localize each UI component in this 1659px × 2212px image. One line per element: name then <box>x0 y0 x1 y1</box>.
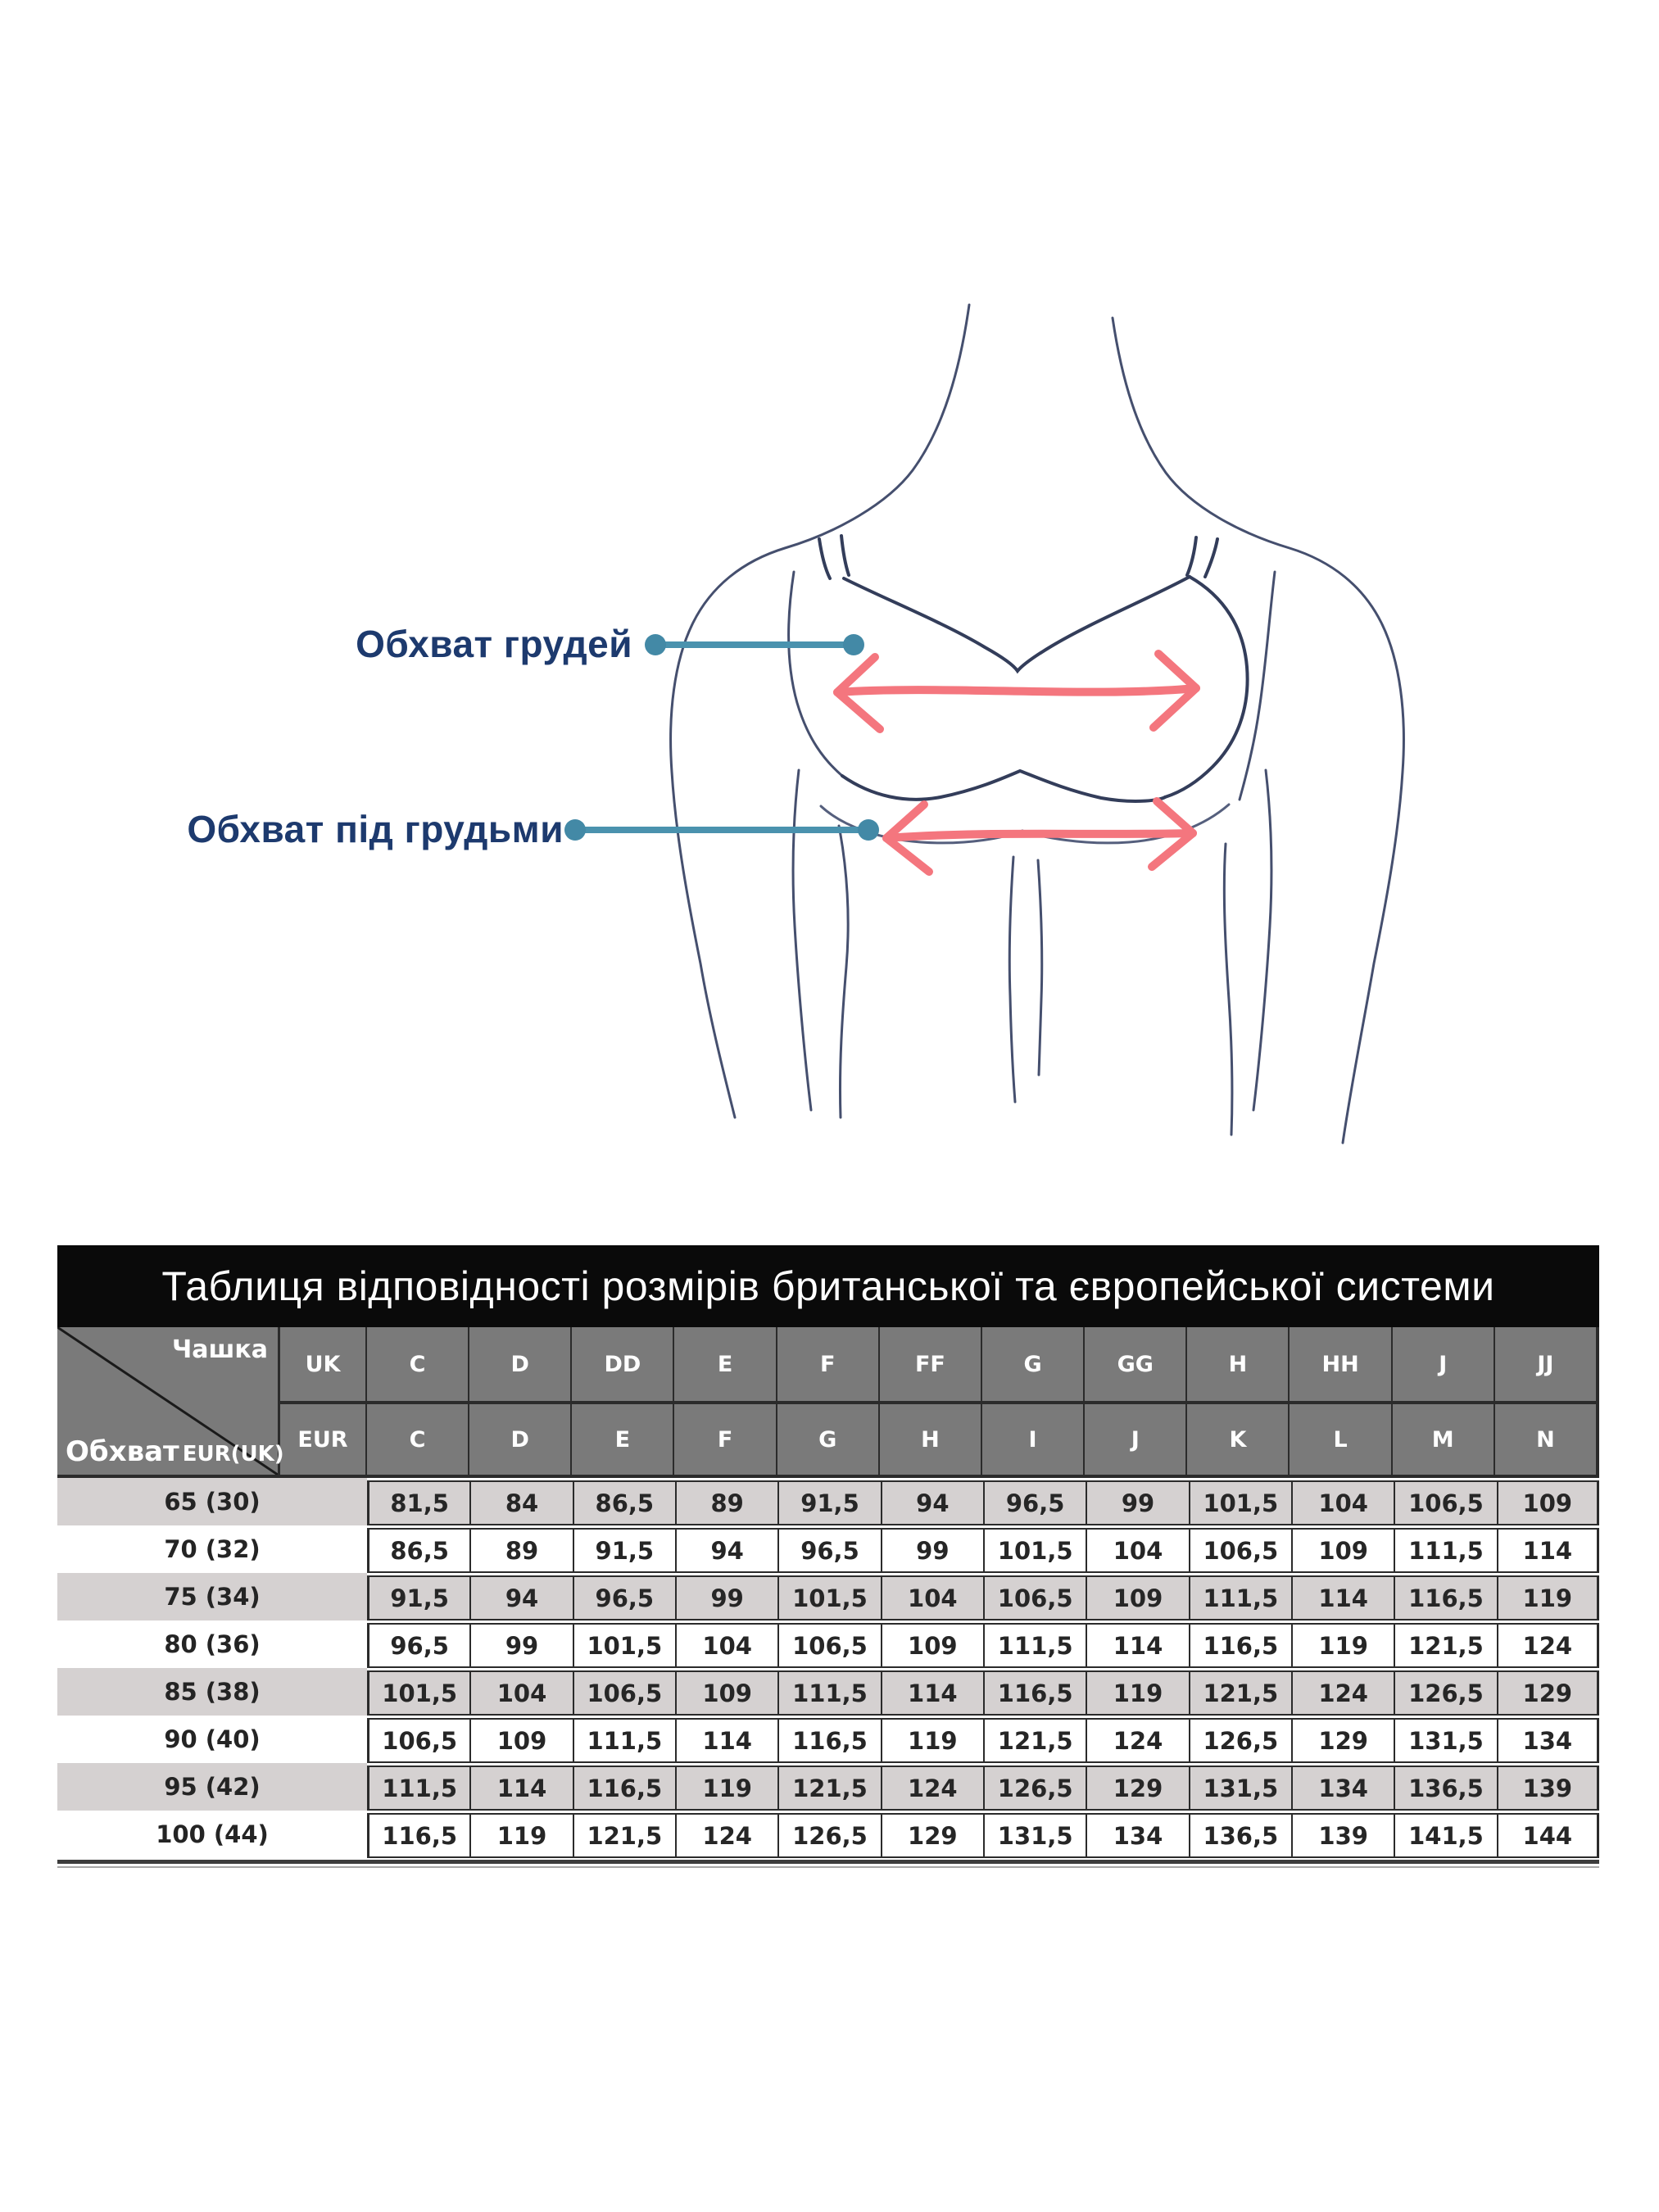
table-row <box>57 1716 1599 1763</box>
size-value-cell: 116,5 <box>367 1813 469 1858</box>
size-value-cell: 99 <box>881 1528 983 1573</box>
bra-strap-right-line-1 <box>1187 537 1196 575</box>
eur-cup-1: C <box>367 1404 469 1478</box>
uk-cup-9: H <box>1187 1327 1290 1404</box>
uk-cup-8: GG <box>1085 1327 1187 1404</box>
size-value-cell: 96,5 <box>777 1528 880 1573</box>
band-size-cell: 85 (38) <box>164 1678 261 1706</box>
size-value-cell: 81,5 <box>367 1480 469 1525</box>
size-value-cell: 111,5 <box>573 1718 675 1763</box>
table-row <box>57 1573 1599 1620</box>
uk-cup-6: FF <box>880 1327 982 1404</box>
table-row <box>57 1525 1599 1573</box>
size-value-cell: 126,5 <box>777 1813 880 1858</box>
size-value-cell: 99 <box>675 1575 777 1620</box>
table-header <box>57 1327 1599 1478</box>
size-value-cell: 139 <box>1497 1766 1599 1811</box>
size-value-cell: 119 <box>1497 1575 1599 1620</box>
size-value-cell: 139 <box>1291 1813 1394 1858</box>
size-value-cell: 119 <box>675 1766 777 1811</box>
bra-cup-top-edge <box>844 577 1190 671</box>
eur-cup-7: I <box>982 1404 1085 1478</box>
eur-cup-10: L <box>1290 1404 1392 1478</box>
size-value-cell: 114 <box>1291 1575 1394 1620</box>
bra-strap-left-line-2 <box>841 536 849 575</box>
size-value-cell: 119 <box>469 1813 572 1858</box>
size-value-cell: 91,5 <box>573 1528 675 1573</box>
uk-cup-12: JJ <box>1495 1327 1598 1404</box>
bust-connector <box>645 634 864 655</box>
size-value-cell: 89 <box>675 1480 777 1525</box>
eur-system-label: EUR <box>280 1404 367 1478</box>
table-row <box>57 1811 1599 1858</box>
size-value-cell: 109 <box>1291 1528 1394 1573</box>
band-size-cell: 75 (34) <box>164 1583 261 1611</box>
size-value-cell: 111,5 <box>983 1623 1086 1668</box>
uk-cup-4: E <box>674 1327 777 1404</box>
table-row <box>57 1763 1599 1811</box>
size-value-cell: 116,5 <box>777 1718 880 1763</box>
uk-cup-5: F <box>777 1327 880 1404</box>
body-side-right-lower-line <box>1224 844 1232 1135</box>
eur-cup-11: M <box>1393 1404 1495 1478</box>
size-value-cell: 121,5 <box>777 1766 880 1811</box>
size-value-cell: 121,5 <box>573 1813 675 1858</box>
size-value-cell: 84 <box>469 1480 572 1525</box>
underbust-connector-dot-left <box>564 819 586 841</box>
eur-cup-12: N <box>1495 1404 1598 1478</box>
band-size-cell: 80 (36) <box>164 1630 261 1658</box>
table-bottom-shadow <box>57 1866 1599 1868</box>
corner-cell <box>57 1327 284 1478</box>
size-value-cell: 141,5 <box>1394 1813 1496 1858</box>
size-value-cell: 89 <box>469 1528 572 1573</box>
uk-system-label: UK <box>280 1327 367 1404</box>
size-value-cell: 134 <box>1497 1718 1599 1763</box>
size-value-cell: 94 <box>881 1480 983 1525</box>
size-value-cell: 96,5 <box>983 1480 1086 1525</box>
eur-cup-9: K <box>1187 1404 1290 1478</box>
underbust-label: Обхват під грудьми <box>187 807 564 850</box>
band-size-cell: 100 (44) <box>156 1820 269 1848</box>
size-value-cell: 116,5 <box>1394 1575 1496 1620</box>
size-value-cell: 94 <box>469 1575 572 1620</box>
eur-cup-2: D <box>469 1404 572 1478</box>
neck-shoulder-arm-left-line <box>671 305 969 1117</box>
size-value-cell: 101,5 <box>1189 1480 1291 1525</box>
size-value-cell: 106,5 <box>573 1670 675 1716</box>
size-value-cell: 131,5 <box>1394 1718 1496 1763</box>
underbust-connector <box>564 819 879 841</box>
size-value-cell: 114 <box>675 1718 777 1763</box>
bra-cup-bottom-edge <box>842 771 1165 801</box>
size-value-cell: 111,5 <box>367 1766 469 1811</box>
table-row <box>57 1620 1599 1668</box>
size-value-cell: 91,5 <box>777 1480 880 1525</box>
size-value-cell: 136,5 <box>1189 1813 1291 1858</box>
band-axis-label-units: EUR(UK) <box>182 1442 284 1466</box>
size-value-cell: 101,5 <box>777 1575 880 1620</box>
size-value-cell: 104 <box>469 1670 572 1716</box>
uk-cup-2: D <box>469 1327 572 1404</box>
size-value-cell: 136,5 <box>1394 1766 1496 1811</box>
bra-strap-left-line-1 <box>819 539 830 578</box>
size-value-cell: 106,5 <box>983 1575 1086 1620</box>
size-value-cell: 124 <box>881 1766 983 1811</box>
body-side-left-lower-line <box>839 826 848 1117</box>
size-table <box>57 1245 1599 1868</box>
bust-label: Обхват грудей <box>356 622 632 665</box>
size-value-cell: 126,5 <box>1189 1718 1291 1763</box>
size-value-cell: 106,5 <box>1394 1480 1496 1525</box>
size-value-cell: 101,5 <box>983 1528 1086 1573</box>
size-value-cell: 109 <box>1086 1575 1188 1620</box>
size-value-cell: 109 <box>881 1623 983 1668</box>
size-value-cell: 119 <box>1291 1623 1394 1668</box>
size-value-cell: 134 <box>1291 1766 1394 1811</box>
bra-strap-right-line-2 <box>1205 539 1217 577</box>
size-value-cell: 114 <box>881 1670 983 1716</box>
band-size-cell: 90 (40) <box>164 1725 261 1753</box>
size-value-cell: 101,5 <box>367 1670 469 1716</box>
size-value-cell: 99 <box>1086 1480 1188 1525</box>
size-value-cell: 126,5 <box>983 1766 1086 1811</box>
abdomen-right-line <box>1038 860 1042 1075</box>
size-value-cell: 86,5 <box>367 1528 469 1573</box>
bust-connector-dot-right <box>843 634 864 655</box>
size-value-cell: 144 <box>1497 1813 1599 1858</box>
size-value-cell: 99 <box>469 1623 572 1668</box>
size-value-cell: 104 <box>675 1623 777 1668</box>
size-value-cell: 129 <box>881 1813 983 1858</box>
size-value-cell: 104 <box>1086 1528 1188 1573</box>
size-value-cell: 121,5 <box>1189 1670 1291 1716</box>
band-axis-label-main: Обхват <box>66 1435 179 1468</box>
band-size-cell: 95 (42) <box>164 1773 261 1801</box>
size-value-cell: 101,5 <box>573 1623 675 1668</box>
band-size-cell: 65 (30) <box>164 1488 261 1516</box>
band-size-cell: 70 (32) <box>164 1535 261 1563</box>
size-value-cell: 111,5 <box>1394 1528 1496 1573</box>
size-value-cell: 121,5 <box>983 1718 1086 1763</box>
size-value-cell: 106,5 <box>1189 1528 1291 1573</box>
size-value-cell: 109 <box>1497 1480 1599 1525</box>
size-value-cell: 106,5 <box>777 1623 880 1668</box>
size-value-cell: 129 <box>1497 1670 1599 1716</box>
band-axis-label <box>66 1435 284 1468</box>
size-value-cell: 126,5 <box>1394 1670 1496 1716</box>
table-title: Таблиця відповідності розмірів британської та європейської системи <box>57 1245 1599 1327</box>
size-value-cell: 124 <box>1291 1670 1394 1716</box>
inner-arm-left-line <box>793 770 811 1110</box>
size-value-cell: 134 <box>1086 1813 1188 1858</box>
bust-arrow-shaft <box>837 688 1196 692</box>
uk-cup-7: G <box>982 1327 1085 1404</box>
table-row <box>57 1668 1599 1716</box>
size-value-cell: 114 <box>1086 1623 1188 1668</box>
size-value-cell: 116,5 <box>1189 1623 1291 1668</box>
size-value-cell: 94 <box>675 1528 777 1573</box>
size-value-cell: 124 <box>675 1813 777 1858</box>
eur-cup-8: J <box>1085 1404 1187 1478</box>
size-value-cell: 116,5 <box>573 1766 675 1811</box>
abdomen-left-line <box>1009 857 1015 1102</box>
eur-cup-3: E <box>572 1404 674 1478</box>
body-side-right-upper-line <box>1240 572 1275 800</box>
size-value-cell: 109 <box>469 1718 572 1763</box>
size-value-cell: 119 <box>1086 1670 1188 1716</box>
size-value-cell: 104 <box>1291 1480 1394 1525</box>
size-value-cell: 131,5 <box>1189 1766 1291 1811</box>
cup-axis-label: Чашка <box>172 1335 268 1364</box>
size-value-cell: 119 <box>881 1718 983 1763</box>
size-value-cell: 104 <box>881 1575 983 1620</box>
underbust-connector-dot-right <box>858 819 879 841</box>
measure-arrows <box>837 654 1196 872</box>
size-value-cell: 129 <box>1086 1766 1188 1811</box>
size-value-cell: 124 <box>1497 1623 1599 1668</box>
table-row <box>57 1478 1599 1525</box>
size-value-cell: 124 <box>1086 1718 1188 1763</box>
uk-cup-10: HH <box>1290 1327 1392 1404</box>
size-value-cell: 86,5 <box>573 1480 675 1525</box>
size-value-cell: 121,5 <box>1394 1623 1496 1668</box>
inner-arm-right-line <box>1253 770 1271 1110</box>
size-value-cell: 129 <box>1291 1718 1394 1763</box>
uk-cup-3: DD <box>572 1327 674 1404</box>
underbust-arrow-shaft <box>886 833 1193 838</box>
size-value-cell: 116,5 <box>983 1670 1086 1716</box>
size-value-cell: 114 <box>469 1766 572 1811</box>
torso-lines <box>671 305 1404 1143</box>
table-body <box>57 1478 1599 1858</box>
body-side-left-upper-line <box>789 572 842 776</box>
size-value-cell: 111,5 <box>1189 1575 1291 1620</box>
size-value-cell: 106,5 <box>367 1718 469 1763</box>
size-value-cell: 131,5 <box>983 1813 1086 1858</box>
size-value-cell: 96,5 <box>573 1575 675 1620</box>
size-value-cell: 91,5 <box>367 1575 469 1620</box>
size-value-cell: 109 <box>675 1670 777 1716</box>
eur-cup-4: F <box>674 1404 777 1478</box>
size-value-cell: 114 <box>1497 1528 1599 1573</box>
eur-cup-5: G <box>777 1404 880 1478</box>
size-value-cell: 96,5 <box>367 1623 469 1668</box>
bust-connector-dot-left <box>645 634 666 655</box>
table-bottom-edge <box>57 1860 1599 1864</box>
size-value-cell: 111,5 <box>777 1670 880 1716</box>
uk-cup-1: C <box>367 1327 469 1404</box>
eur-cup-6: H <box>880 1404 982 1478</box>
uk-cup-11: J <box>1393 1327 1495 1404</box>
